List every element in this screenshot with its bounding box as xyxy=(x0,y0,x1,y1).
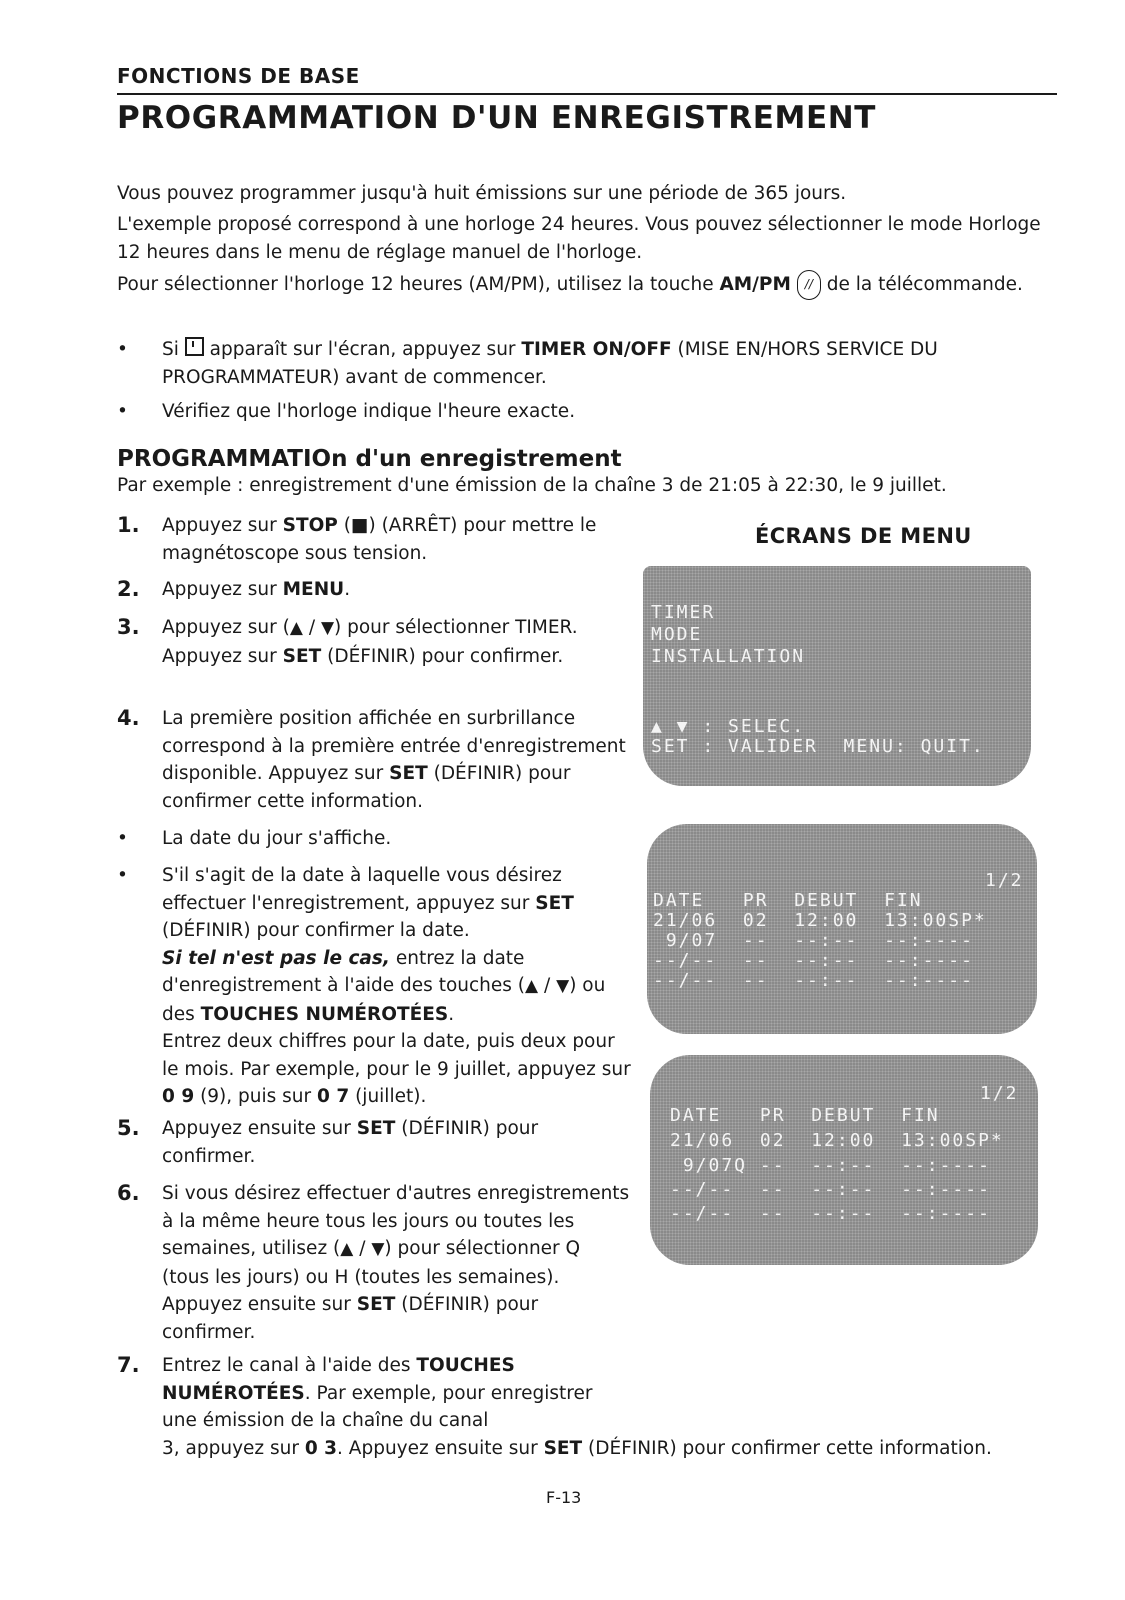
set-key: SET xyxy=(543,1438,583,1459)
page-indicator: 1/2 xyxy=(980,1083,1019,1104)
down-arrow-icon: ▼ xyxy=(320,618,335,638)
timer-screen-2 xyxy=(650,1055,1038,1265)
menu-key: MENU xyxy=(282,579,345,600)
timer-row: 9/07 -- --:-- --:---- xyxy=(653,930,974,951)
page-indicator: 1/2 xyxy=(985,870,1024,891)
down-arrow-icon: ▼ xyxy=(371,1239,385,1259)
timer-row: 21/06 02 12:00 13:00SP* xyxy=(670,1130,1004,1151)
ampm-button-icon: // xyxy=(797,270,821,300)
intro-paragraph-3 xyxy=(117,270,1067,300)
bullet-text: (juillet). xyxy=(349,1086,427,1107)
step-text: . Appuyez ensuite sur xyxy=(337,1438,544,1459)
step-text: ( xyxy=(337,515,351,536)
key-09: 0 9 xyxy=(162,1086,195,1107)
step-text: (DÉFINIR) pour confirmer. xyxy=(162,1294,539,1343)
bullet-dot: • xyxy=(117,339,128,360)
timer-row: 21/06 02 12:00 13:00SP* xyxy=(653,910,987,931)
menu-hint-select: ▲ ▼ : SELEC. xyxy=(651,716,806,737)
timer-row: --/-- -- --:-- --:---- xyxy=(653,950,974,971)
timer-screen-1 xyxy=(647,824,1037,1034)
timer-row: --/-- -- --:-- --:---- xyxy=(670,1203,991,1224)
step-text: Si vous désirez effectuer d'autres enregistrements à la même heure tous les jours ou toutes les semaines, utilisez ( xyxy=(162,1183,630,1259)
bullet-dot: • xyxy=(117,828,128,849)
step-text: Appuyez ensuite sur xyxy=(162,1118,357,1139)
bullet-text: ) ou des xyxy=(162,975,606,1025)
menu-screen-main xyxy=(643,566,1031,786)
step-text: ) pour sélectionner TIMER. Appuyez sur xyxy=(162,617,578,667)
step-text: (DÉFINIR) pour confirmer. xyxy=(162,1118,539,1167)
step-number: 5. xyxy=(117,1116,140,1140)
up-arrow-icon: ▲ xyxy=(289,618,303,638)
bullet-text: Entrez deux chiffres pour la date, puis deux pour le mois. Par exemple, pour le 9 juillet, appuyez sur xyxy=(162,1031,631,1080)
key-07: 0 7 xyxy=(317,1086,350,1107)
bullet-text: entrez la date d'enregistrement à l'aide des touches ( xyxy=(162,947,526,996)
stop-icon: ■ xyxy=(350,515,369,536)
step-number: 2. xyxy=(117,577,140,601)
italic-note: Si tel n'est pas le cas, xyxy=(162,947,390,969)
intro-text: de la télécommande. xyxy=(820,274,1023,295)
slash-text: / xyxy=(353,1238,372,1259)
number-keys: TOUCHES NUMÉROTÉES xyxy=(200,1003,449,1025)
set-key: SET xyxy=(389,763,428,784)
slash-text: / xyxy=(302,617,321,638)
step-number: 6. xyxy=(117,1181,140,1205)
up-arrow-icon: ▲ xyxy=(340,1239,354,1259)
step-text: Appuyez sur xyxy=(162,515,283,536)
step-text: 3, appuyez sur xyxy=(162,1438,305,1459)
step-text: . Par exemple, pour enregistrer une émission de la chaîne du canal xyxy=(162,1382,593,1431)
bullet-dot: • xyxy=(117,401,128,422)
set-key: SET xyxy=(356,1294,396,1315)
header-rule xyxy=(117,93,1057,95)
intro-paragraph-2: L'exemple proposé correspond à une horloge 24 heures. Vous pouvez sélectionner le mode Horloge 12 heures dans le menu de réglage manuel de l'horloge. xyxy=(117,214,1041,263)
step-text: (DÉFINIR) pour confirmer cette information. xyxy=(162,763,571,812)
menu-item-mode: MODE xyxy=(651,624,703,645)
step-number: 3. xyxy=(117,615,140,639)
section-label: FONCTIONS DE BASE xyxy=(117,64,360,88)
step-text: . xyxy=(344,579,351,600)
page-title: PROGRAMMATION D'UN ENREGISTREMENT xyxy=(117,100,877,136)
menu-hint-confirm: SET : VALIDER MENU: QUIT. xyxy=(651,736,985,757)
set-key: SET xyxy=(356,1118,396,1139)
bullet-text: . xyxy=(448,1003,455,1025)
step-text: (DÉFINIR) pour confirmer. xyxy=(321,645,564,667)
down-arrow-icon: ▼ xyxy=(556,976,570,996)
bullet-text: (MISE EN/HORS SERVICE DU PROGRAMMATEUR) avant de commencer. xyxy=(162,339,938,388)
timer-row: --/-- -- --:-- --:---- xyxy=(653,970,974,991)
ampm-key: AM/PM xyxy=(719,274,791,295)
step-text: La première position affichée en surbrillance correspond à la première entrée d'enregistrement disponible. Appuyez sur xyxy=(162,708,626,784)
timer-icon xyxy=(185,337,204,356)
intro-paragraph-1: Vous pouvez programmer jusqu'à huit émissions sur une période de 365 jours. xyxy=(117,183,847,204)
bullet-text: Vérifiez que l'horloge indique l'heure exacte. xyxy=(162,401,576,422)
step-text: ) (ARRÊT) pour mettre le magnétoscope sous tension. xyxy=(162,515,597,564)
timer-table-header: DATE PR DEBUT FIN xyxy=(670,1105,940,1126)
set-key: SET xyxy=(282,645,322,667)
bullet-text: (DÉFINIR) pour confirmer la date. xyxy=(162,920,470,941)
subsection-title: PROGRAMMATIOn d'un enregistrement xyxy=(117,446,622,472)
bullet-text: apparaît sur l'écran, appuyez sur xyxy=(203,339,522,360)
timer-key: TIMER ON/OFF xyxy=(521,339,672,360)
intro-text: Pour sélectionner l'horloge 12 heures (AM/PM), utilisez la touche xyxy=(117,274,720,295)
menu-item-timer: TIMER xyxy=(651,602,716,623)
bullet-text: Si xyxy=(162,339,185,360)
slash-text: / xyxy=(538,975,557,996)
example-text: Par exemple : enregistrement d'une émission de la chaîne 3 de 21:05 à 22:30, le 9 juillet. xyxy=(117,475,947,496)
step-text: Appuyez sur ( xyxy=(162,617,290,638)
up-arrow-icon: ▲ xyxy=(525,976,539,996)
menu-item-installation: INSTALLATION xyxy=(651,646,806,667)
number-keys: TOUCHES NUMÉROTÉES xyxy=(162,1355,515,1404)
step-text: Entrez le canal à l'aide des xyxy=(162,1355,417,1376)
key-03: 0 3 xyxy=(304,1438,338,1459)
bullet-dot: • xyxy=(117,865,128,886)
timer-table-header: DATE PR DEBUT FIN xyxy=(653,890,923,911)
step-text: ) pour sélectionner Q (tous les jours) ou H (toutes les semaines). Appuyez ensuite sur xyxy=(162,1238,581,1315)
menu-screens-heading: ÉCRANS DE MENU xyxy=(755,524,972,548)
step-7-continued xyxy=(162,1435,1062,1463)
stop-key: STOP xyxy=(282,515,338,536)
page-number: F-13 xyxy=(546,1488,582,1507)
step-text: (DÉFINIR) pour confirmer cette information. xyxy=(582,1438,992,1459)
set-key: SET xyxy=(535,892,574,914)
step-number: 1. xyxy=(117,513,140,537)
step-number: 7. xyxy=(117,1353,140,1377)
step-number: 4. xyxy=(117,706,140,730)
timer-row: --/-- -- --:-- --:---- xyxy=(670,1179,991,1200)
bullet-text: S'il s'agit de la date à laquelle vous désirez effectuer l'enregistrement, appuyez sur xyxy=(162,865,562,914)
step-text: Appuyez sur xyxy=(162,579,283,600)
timer-row: 9/07Q -- --:-- --:---- xyxy=(670,1155,991,1176)
bullet-text: (9), puis sur xyxy=(194,1086,318,1107)
bullet-text: La date du jour s'affiche. xyxy=(162,828,392,849)
